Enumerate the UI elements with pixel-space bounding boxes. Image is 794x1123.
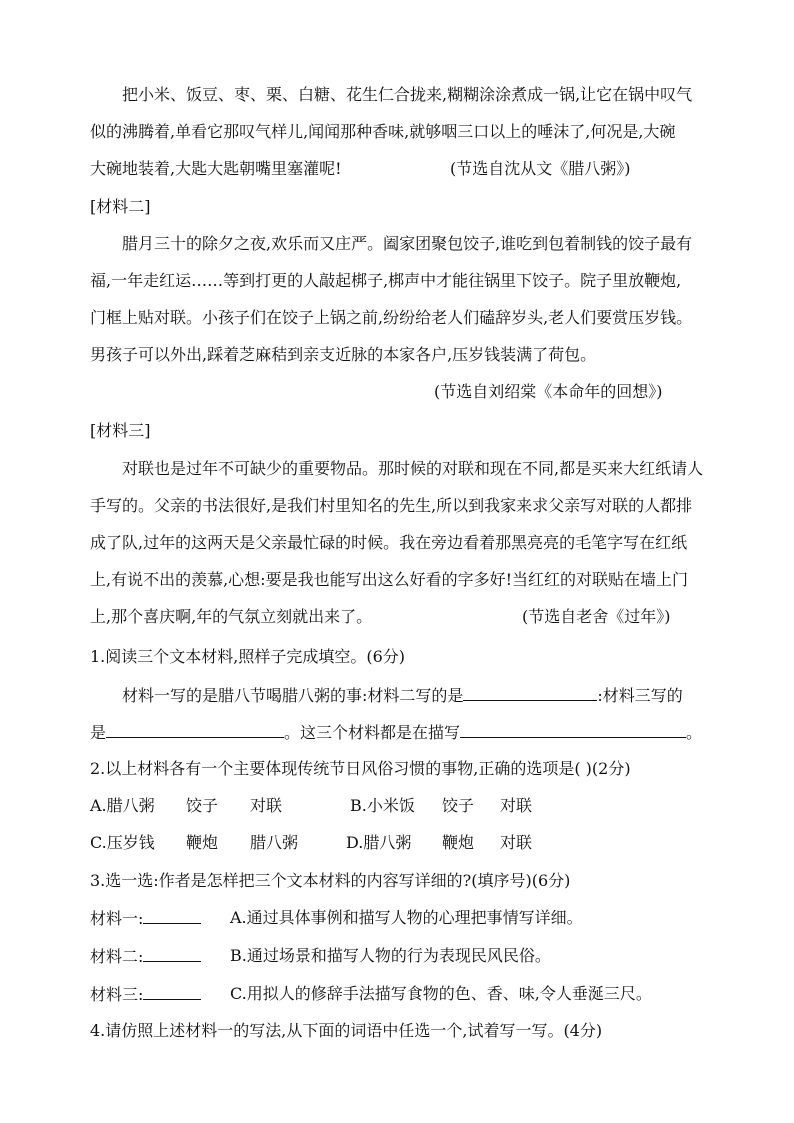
q1-text-a: 材料一写的是腊八节喝腊八粥的事:材料二写的是 bbox=[122, 686, 464, 705]
q3-row-3-answer-blank[interactable] bbox=[143, 983, 201, 1000]
q2-option-d-item-2: 鞭炮 bbox=[442, 833, 475, 852]
q3-row-1 bbox=[90, 907, 201, 930]
m1-line-3: 大碗地装着,大匙大匙朝嘴里塞灌呢! bbox=[90, 159, 342, 178]
q1-blank-material-3[interactable] bbox=[106, 721, 284, 738]
q3-row-1-answer-blank[interactable] bbox=[143, 907, 201, 924]
m3-line-4: 上,有说不出的羡慕,心想:要是我也能写出这么好看的字多好!当红红的对联贴在墙上门 bbox=[90, 570, 688, 589]
q2-title: 2.以上材料各有一个主要体现传统节日风俗习惯的事物,正确的选项是( )(2分) bbox=[90, 759, 631, 778]
q1-text-e: 。 bbox=[686, 723, 703, 742]
q2-option-c-item-2: 鞭炮 bbox=[186, 833, 219, 852]
m2-line-2: 福,一年走红运……等到打更的人敲起梆子,梆声中才能往锅里下饺子。院子里放鞭炮, bbox=[90, 271, 682, 290]
m1-line-1: 把小米、饭豆、枣、栗、白糖、花生仁合拢来,糊糊涂涂煮成一锅,让它在锅中叹气 bbox=[122, 85, 693, 104]
q2-option-a[interactable]: A.腊八粥 bbox=[90, 796, 155, 815]
q3-title: 3.选一选:作者是怎样把三个文本材料的内容写详细的?(填序号)(6分) bbox=[90, 871, 571, 890]
q2-option-c-item-3: 腊八粥 bbox=[250, 833, 299, 852]
q2-option-b[interactable]: B.小米饭 bbox=[350, 796, 415, 815]
q3-row-2-answer-blank[interactable] bbox=[143, 945, 201, 962]
q2-option-a-item-3: 对联 bbox=[250, 796, 283, 815]
q2-option-d[interactable]: D.腊八粥 bbox=[346, 833, 412, 852]
q3-choice-c: C.用拟人的修辞手法描写食物的色、香、味,令人垂涎三尺。 bbox=[230, 984, 652, 1003]
m3-source: (节选自老舍《过年》) bbox=[522, 607, 671, 626]
m2-line-4: 男孩子可以外出,踩着芝麻秸到亲支近脉的本家各户,压岁钱装满了荷包。 bbox=[90, 345, 597, 364]
q2-option-b-item-2: 饺子 bbox=[442, 796, 475, 815]
q2-option-b-item-3: 对联 bbox=[500, 796, 533, 815]
q3-row-1-label: 材料一: bbox=[90, 909, 144, 928]
m1-line-2: 似的沸腾着,单看它那叹气样儿,闻闻那种香味,就够咽三口以上的唾沫了,何况是,大碗 bbox=[90, 122, 676, 141]
q1-text-d: 。这三个材料都是在描写 bbox=[284, 723, 461, 742]
q3-row-3-label: 材料三: bbox=[90, 985, 144, 1004]
q2-option-a-item-2: 饺子 bbox=[186, 796, 219, 815]
m3-line-1: 对联也是过年不可缺少的重要物品。那时候的对联和现在不同,都是买来大红纸请人 bbox=[122, 459, 704, 478]
q3-row-2 bbox=[90, 945, 201, 968]
q1-title: 1.阅读三个文本材料,照样子完成填空。(6分) bbox=[90, 647, 406, 666]
m1-source: (节选自沈从文《腊八粥》) bbox=[450, 159, 631, 178]
m3-line-3: 成了队,过年的这两天是父亲最忙碌的时候。我在旁边看着那黑亮亮的毛笔字写在红纸 bbox=[90, 533, 688, 552]
q1-blank-common-theme[interactable] bbox=[460, 721, 686, 738]
q3-choice-a: A.通过具体事例和描写人物的心理把事情写详细。 bbox=[230, 908, 583, 927]
q4-title: 4.请仿照上述材料一的写法,从下面的词语中任选一个,试着写一写。(4分) bbox=[90, 1021, 603, 1040]
m3-line-2: 手写的。父亲的书法很好,是我们村里知名的先生,所以到我家来求父亲写对联的人都排 bbox=[90, 496, 693, 515]
q3-row-2-label: 材料二: bbox=[90, 947, 144, 966]
q1-line-1 bbox=[122, 684, 683, 707]
m3-heading: [材料三] bbox=[90, 421, 151, 440]
q1-text-c: 是 bbox=[90, 723, 107, 742]
q3-row-3 bbox=[90, 983, 201, 1006]
m2-heading: [材料二] bbox=[90, 197, 151, 216]
m2-line-1: 腊月三十的除夕之夜,欢乐而又庄严。阖家团聚包饺子,谁吃到包着制钱的饺子最有 bbox=[122, 234, 693, 253]
m2-source: (节选自刘绍棠《本命年的回想》) bbox=[434, 382, 663, 401]
m3-line-5: 上,那个喜庆啊,年的气氛立刻就出来了。 bbox=[90, 607, 373, 626]
q1-text-b: :材料三写的 bbox=[597, 686, 683, 705]
q2-option-d-item-3: 对联 bbox=[500, 833, 533, 852]
m2-line-3: 门框上贴对联。小孩子们在饺子上锅之前,纷纷给老人们磕辞岁头,老人们要赏压岁钱。 bbox=[90, 308, 693, 327]
q3-choice-b: B.通过场景和描写人物的行为表现民风民俗。 bbox=[230, 946, 551, 965]
q1-line-2 bbox=[90, 721, 702, 744]
q2-option-c[interactable]: C.压岁钱 bbox=[90, 833, 155, 852]
q1-blank-material-2[interactable] bbox=[463, 684, 597, 701]
